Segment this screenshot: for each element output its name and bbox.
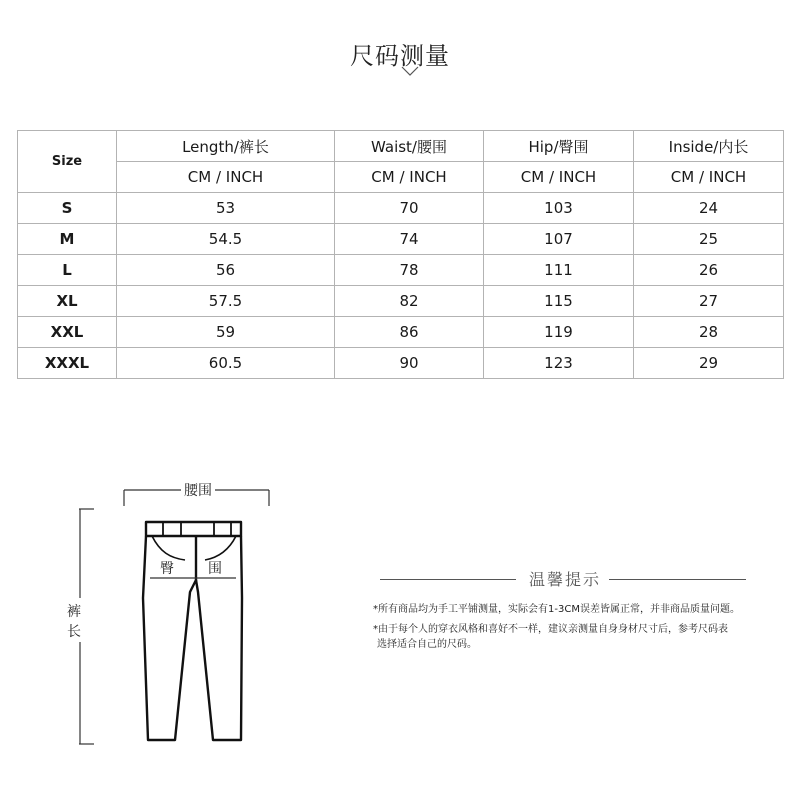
table-row — [18, 317, 784, 348]
inside-cell: 27 — [634, 286, 784, 317]
tips-note-2: *由于每个人的穿衣风格和喜好不一样，建议亲测量自身身材尺寸后，参考尺码表 — [373, 624, 728, 635]
length-cell: 53 — [117, 193, 335, 224]
column-header-hip: Hip/臀围 — [484, 131, 634, 162]
size-cell: S — [18, 193, 117, 224]
size-cell: L — [18, 255, 117, 286]
waist-cell: 86 — [335, 317, 484, 348]
hip-label-left: 臀 — [160, 561, 174, 577]
table-row — [18, 255, 784, 286]
length-label-top: 裤 — [67, 604, 81, 620]
hip-cell: 103 — [484, 193, 634, 224]
size-chart-table — [17, 130, 784, 379]
size-cell: XXL — [18, 317, 117, 348]
size-header: Size — [18, 131, 117, 193]
column-header-waist: Waist/腰围 — [335, 131, 484, 162]
table-row — [18, 224, 784, 255]
tips-divider-left — [380, 579, 516, 580]
hip-cell: 123 — [484, 348, 634, 379]
waist-cell: 82 — [335, 286, 484, 317]
waist-cell: 70 — [335, 193, 484, 224]
unit-label: CM / INCH — [634, 162, 784, 193]
tips-divider-right — [609, 579, 746, 580]
unit-label: CM / INCH — [484, 162, 634, 193]
length-cell: 60.5 — [117, 348, 335, 379]
pants-measurement-diagram — [0, 460, 360, 780]
tips-note-2-continued: 选择适合自己的尺码。 — [377, 639, 477, 650]
waist-label: 腰围 — [181, 480, 215, 500]
column-header-length: Length/裤长 — [117, 131, 335, 162]
inside-cell: 24 — [634, 193, 784, 224]
length-cell: 59 — [117, 317, 335, 348]
hip-cell: 119 — [484, 317, 634, 348]
length-cell: 57.5 — [117, 286, 335, 317]
unit-label: CM / INCH — [335, 162, 484, 193]
hip-cell: 107 — [484, 224, 634, 255]
table-row — [18, 348, 784, 379]
waist-cell: 74 — [335, 224, 484, 255]
inside-cell: 28 — [634, 317, 784, 348]
inside-cell: 25 — [634, 224, 784, 255]
table-row — [18, 286, 784, 317]
page-title: 尺码测量 — [350, 42, 450, 70]
inside-cell: 29 — [634, 348, 784, 379]
pants-outline-icon — [143, 522, 242, 740]
length-label-bottom: 长 — [67, 624, 81, 640]
size-cell: XL — [18, 286, 117, 317]
hip-cell: 111 — [484, 255, 634, 286]
chevron-down-icon — [401, 66, 419, 76]
inside-cell: 26 — [634, 255, 784, 286]
tips-note-1: *所有商品均为手工平铺测量，实际会有1-3CM误差皆属正常，并非商品质量问题。 — [373, 604, 740, 615]
size-cell: M — [18, 224, 117, 255]
waist-cell: 78 — [335, 255, 484, 286]
size-cell: XXXL — [18, 348, 117, 379]
waist-cell: 90 — [335, 348, 484, 379]
tips-title: 温馨提示 — [523, 567, 607, 590]
unit-label: CM / INCH — [117, 162, 335, 193]
length-label — [66, 602, 82, 642]
hip-label-right: 围 — [208, 561, 222, 577]
hip-cell: 115 — [484, 286, 634, 317]
length-cell: 54.5 — [117, 224, 335, 255]
length-cell: 56 — [117, 255, 335, 286]
column-header-inside: Inside/内长 — [634, 131, 784, 162]
table-row — [18, 193, 784, 224]
